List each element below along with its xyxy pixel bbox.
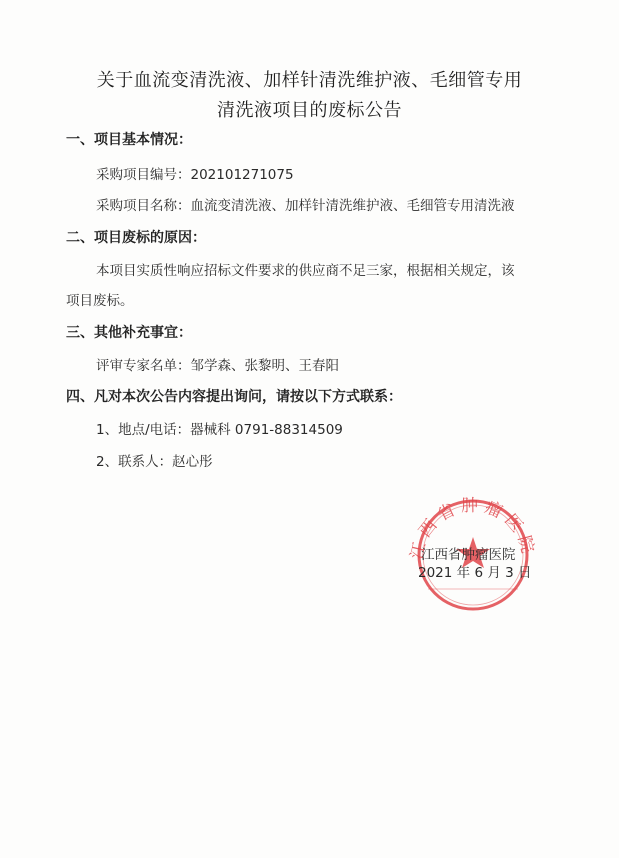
section3-heading: 三、其他补充事宜： — [66, 325, 192, 341]
signature-date: 2021 年 6 月 3 日 — [418, 565, 532, 581]
section1-heading: 一、项目基本情况： — [66, 132, 192, 148]
section4-heading: 四、凡对本次公告内容提出询问，请按以下方式联系： — [66, 389, 402, 405]
reason-line1: 本项目实质性响应招标文件要求的供应商不足三家，根据相关规定，该 — [96, 263, 515, 279]
document-title-line1: 关于血流变清洗液、加样针清洗维护液、毛细管专用 — [96, 70, 523, 91]
project-number: 采购项目编号：202101271075 — [96, 167, 294, 183]
signature-organization: 江西省肿瘤医院 — [421, 547, 516, 563]
svg-text:江西省肿瘤医院: 江西省肿瘤医院 — [407, 495, 539, 562]
contact-location-phone: 1、地点/电话：器械科 0791-88314509 — [96, 422, 343, 438]
document-title-line2: 清洗液项目的废标公告 — [217, 100, 402, 121]
section2-heading: 二、项目废标的原因： — [66, 230, 206, 246]
expert-list: 评审专家名单：邹学森、张黎明、王春阳 — [96, 358, 339, 374]
project-name: 采购项目名称：血流变清洗液、加样针清洗维护液、毛细管专用清洗液 — [96, 198, 515, 214]
reason-line2: 项目废标。 — [66, 293, 134, 309]
contact-person: 2、联系人：赵心彤 — [96, 454, 213, 470]
